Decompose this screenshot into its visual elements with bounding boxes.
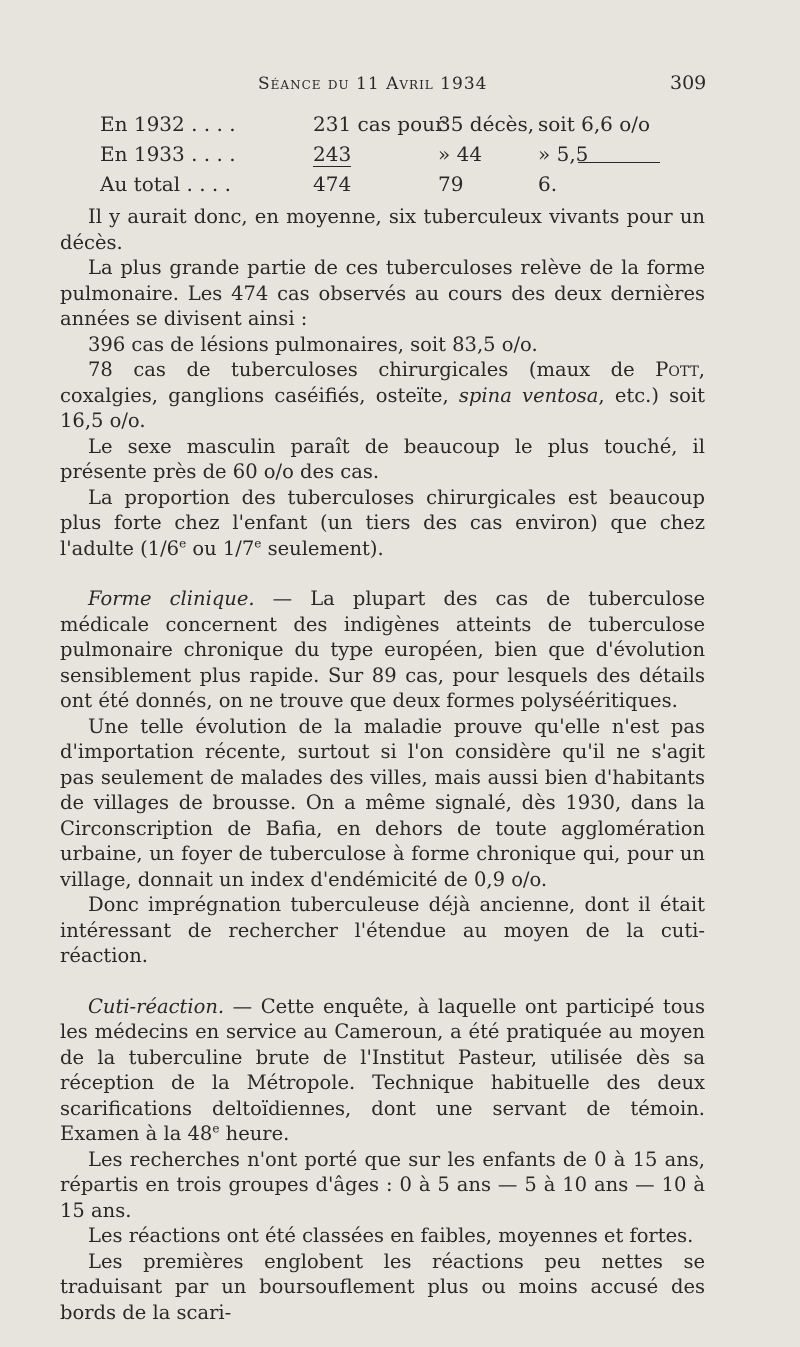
- superscript: e: [254, 536, 262, 550]
- text-run: ou 1/7: [186, 536, 255, 560]
- total-rule: [578, 162, 660, 163]
- stat-row-total: [100, 172, 700, 202]
- running-head: [0, 70, 800, 100]
- section-cuti-reaction: [60, 994, 705, 1147]
- stat-deaths: » 44: [438, 142, 483, 166]
- stat-cases: 231 cas pour: [313, 112, 445, 136]
- page-number: 309: [670, 72, 707, 94]
- text-run: La proportion des tuberculoses chirurgicales est beaucoup plus forte chez l'enfant (un tiers des cas environ) que chez l'adulte (1/6: [60, 485, 705, 560]
- text-run: seulement).: [261, 536, 384, 560]
- section-title: Cuti-réaction.: [88, 994, 225, 1018]
- paragraph: Les recherches n'ont porté que sur les enfants de 0 à 15 ans, répartis en trois groupes d'âges : 0 à 5 ans — 5 à 10 ans — 10 à 15 ans.: [60, 1147, 705, 1222]
- paragraph: Les réactions ont été classées en faibles, moyennes et fortes.: [88, 1224, 694, 1247]
- superscript: e: [212, 1121, 220, 1136]
- stat-percent: 6.: [538, 172, 558, 196]
- section-title: Forme clinique.: [88, 587, 255, 610]
- paragraph: Le sexe masculin paraît de beaucoup le plus touché, il présente près de 60 o/o des cas.: [60, 434, 705, 483]
- body-text: [60, 204, 705, 1325]
- running-head-title: Séance du 11 Avril 1934: [258, 74, 488, 94]
- paragraph: [60, 357, 705, 434]
- paragraph: Donc imprégnation tuberculeuse déjà ancienne, dont il était intéressant de rechercher l'étendue au moyen de la cuti-réaction.: [60, 893, 705, 967]
- stat-row-1932: [100, 112, 700, 142]
- stat-cases: 474: [313, 172, 352, 196]
- name-pott: Pott: [655, 358, 699, 381]
- section-forme-clinique: [60, 586, 705, 714]
- paragraph: 396 cas de lésions pulmonaires, soit 83,5 o/o.: [88, 332, 538, 356]
- text-run: — Cette enquête, à laquelle ont participé tous les médecins en service au Cameroun, a été pratiquée au moyen de la tuberculine brute de l'Institut Pasteur, utilisée dès sa réception de la Métropole. Technique habituelle des deux scarifications deltoïdiennes, dont une servant de témoin. Examen à la 48: [60, 994, 705, 1145]
- stat-row-1933: [100, 142, 700, 172]
- term-spina-ventosa: spina ventosa: [458, 383, 599, 407]
- paragraph: Une telle évolution de la maladie prouve qu'elle n'est pas d'importation récente, surtout si l'on considère qu'il ne s'agit pas seulement de malades des villes, mais aussi bien d'habitants de villages de brousse. On a même signalé, dès 1930, dans la Circonscription de Bafia, en dehors de toute agglomération urbaine, un foyer de tuberculose à forme chronique qui, pour un village, donnait un index d'endémicité de 0,9 o/o.: [60, 714, 705, 891]
- text-run: — La plupart des cas de tuberculose médicale concernent des indigènes atteints de tuberculose pulmonaire chronique du type européen, bien que d'évolution sensiblement plus rapide. Sur 89 cas, pour lesquels des détails ont été donnés, on ne trouve que deux formes polysééritiques.: [60, 587, 705, 712]
- stat-year: Au total . . . .: [100, 172, 231, 196]
- stat-year: En 1932 . . . .: [100, 112, 236, 136]
- paragraph: [60, 485, 705, 562]
- stat-deaths: 35 décès,: [438, 112, 535, 136]
- text-run: heure.: [219, 1122, 290, 1145]
- text-run: , etc.) soit 16,5 o/o.: [60, 383, 705, 432]
- stat-percent: » 5,5: [538, 142, 589, 166]
- stat-deaths: 79: [438, 172, 464, 196]
- stat-percent: soit 6,6 o/o: [538, 112, 651, 136]
- stat-cases: 243: [313, 142, 352, 166]
- paragraph: Les premières englobent les réactions peu nettes se traduisant par un boursouflement plus ou moins accusé des bords de la scari-: [60, 1249, 705, 1324]
- text-run: , coxalgies, ganglions caséifiés, osteïte,: [60, 358, 705, 407]
- text-run: 78 cas de tuberculoses chirurgicales (maux de: [88, 358, 635, 381]
- superscript: e: [179, 536, 187, 550]
- paragraph: La plus grande partie de ces tuberculoses relève de la forme pulmonaire. Les 474 cas observés au cours des deux dernières années se divisent ainsi :: [60, 256, 705, 330]
- stat-year: En 1933 . . . .: [100, 142, 236, 166]
- statistics-table: [100, 112, 700, 202]
- paragraph: Il y aurait donc, en moyenne, six tuberculeux vivants pour un décès.: [60, 205, 705, 254]
